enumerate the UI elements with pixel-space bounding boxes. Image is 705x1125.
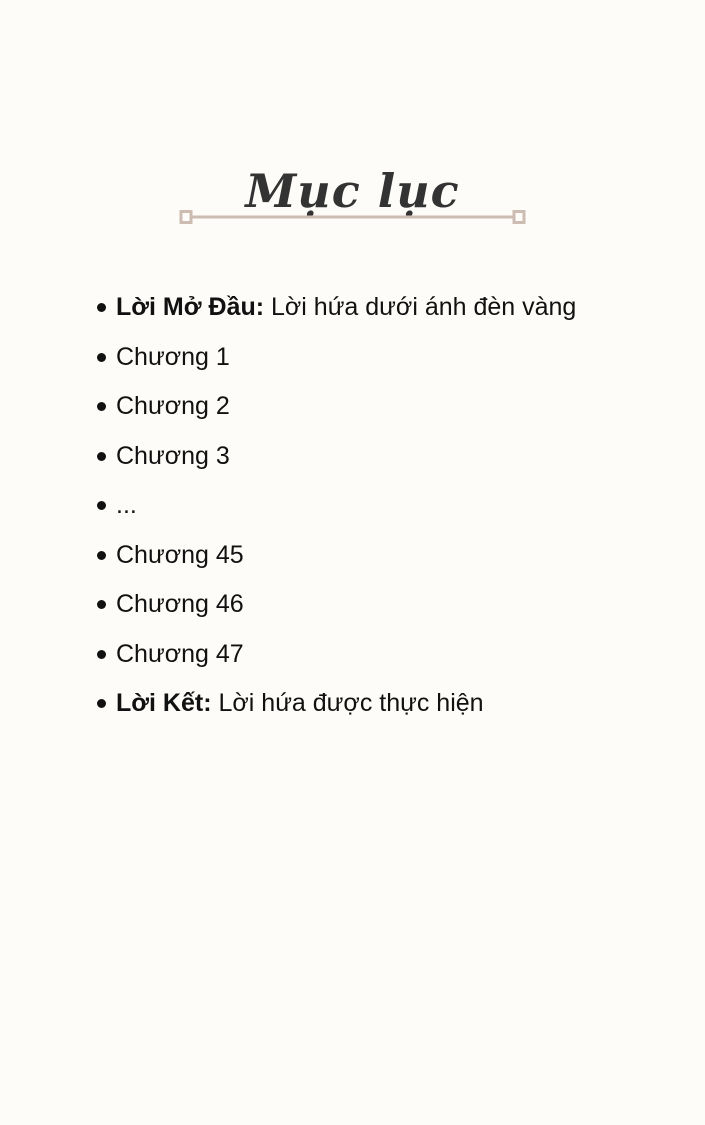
toc-item-chapter-47[interactable]	[116, 630, 676, 680]
page-title: Mục lục	[245, 163, 460, 218]
toc-item-chapter-3[interactable]	[116, 432, 676, 482]
bullet-icon	[97, 600, 106, 609]
toc-item-text: Chương 1	[116, 342, 230, 371]
toc-item-prologue[interactable]	[116, 283, 676, 333]
toc-item-text: Lời hứa dưới ánh đèn vàng	[264, 293, 577, 321]
toc-item-chapter-1[interactable]	[116, 333, 676, 383]
toc-item-chapter-2[interactable]	[116, 382, 676, 432]
toc-item-text: Chương 45	[116, 540, 244, 569]
title-divider	[179, 209, 526, 225]
toc-item-text: Chương 46	[116, 590, 244, 618]
toc-item-text: ...	[116, 491, 137, 519]
bullet-icon	[97, 353, 106, 362]
toc-item-label: Lời Kết:	[116, 689, 212, 717]
bullet-icon	[97, 303, 106, 312]
toc-item-text: Chương 2	[116, 392, 230, 420]
bullet-icon	[97, 699, 106, 708]
toc-item-text: Lời hứa được thực hiện	[211, 689, 484, 717]
toc-item-chapter-46[interactable]	[116, 580, 676, 630]
bullet-icon	[97, 501, 106, 510]
toc-item-epilogue[interactable]	[116, 679, 676, 729]
bullet-icon	[97, 452, 106, 461]
table-of-contents	[116, 283, 676, 729]
toc-item-ellipsis	[116, 481, 676, 531]
toc-item-label: Lời Mở Đầu:	[116, 293, 265, 321]
bullet-icon	[97, 650, 106, 659]
bullet-icon	[97, 551, 106, 560]
toc-item-text: Chương 47	[116, 639, 244, 668]
toc-item-text: Chương 3	[116, 441, 230, 470]
toc-item-chapter-45[interactable]	[116, 531, 676, 581]
bullet-icon	[97, 402, 106, 411]
